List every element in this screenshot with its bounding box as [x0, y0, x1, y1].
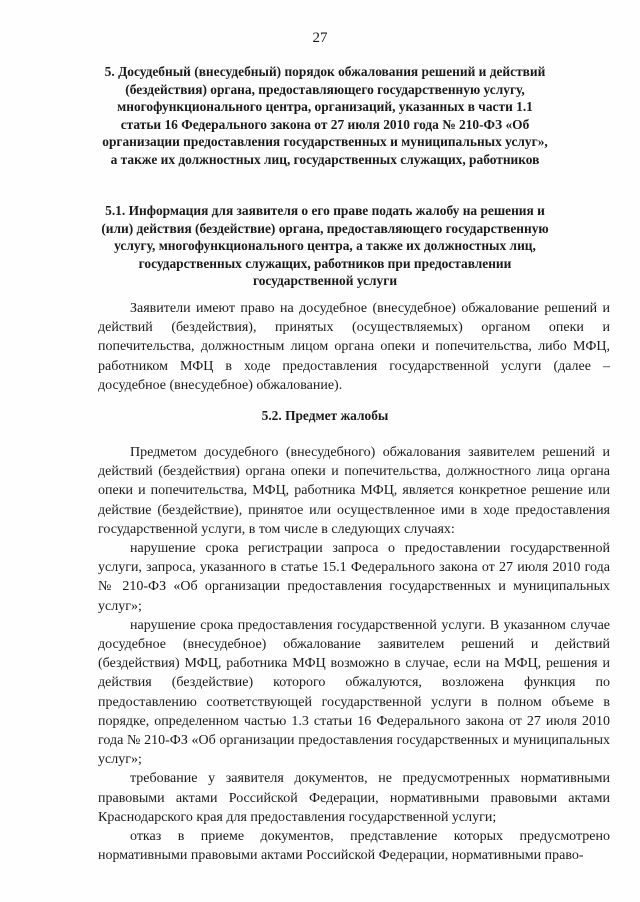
section-5-2-body: [98, 443, 610, 865]
list-item: отказ в приеме документов, представление которых предусмотрено нормативными правовыми актами Российской Федерации, нормативными право-: [98, 829, 610, 864]
page-number: 27: [312, 30, 328, 46]
section-5-heading: 5. Досудебный (внесудебный) порядок обжалования решений и действий (бездействия) органа, предоставляющего государственную услугу, многофункционального центра, организаций, указанных в части 1.1 статьи 16 Федерального закона от 27 июля 2010 года № 210-ФЗ «Об организации предоставления государственных и муниципальных услуг», а также их должностных лиц, государственных служащих, работников: [102, 64, 548, 167]
list-item: нарушение срока регистрации запроса о предоставлении государственной услуги, запроса, указанного в статье 15.1 Федерального закона от 27 июля 2010 года № 210-ФЗ «Об организации предоставления государственных и муниципальных услуг»;: [98, 541, 610, 614]
section-5-1-body: [98, 299, 610, 395]
paragraph: Заявители имеют право на досудебное (внесудебное) обжалование решений и действий (бездействия), принятых (осуществляемых) органом опеки и попечительства, должностным лицом органа опеки и попечительства, либо МФЦ, работником МФЦ в ходе предоставления государственной услуги (далее – досудебное (внесудебное) обжалование).: [98, 301, 610, 393]
section-5-1-heading: 5.1. Информация для заявителя о его праве подать жалобу на решения и (или) действия (бездействие) органа, предоставляющего государственную услугу, многофункционального центра, а также их должностных лиц, государственных служащих, работников при предоставлении государственной услуги: [101, 203, 549, 289]
paragraph: Предметом досудебного (внесудебного) обжалования заявителем решений и действий (бездействия) органа опеки и попечительства, должностного лица органа опеки и попечительства, МФЦ, работника МФЦ, является конкретное решение или действие (бездействие), принятое или осуществленное ими в ходе предоставления государственной услуги, в том числе в следующих случаях:: [98, 445, 610, 537]
list-item: требование у заявителя документов, не предусмотренных нормативными правовыми актами Российской Федерации, нормативными правовыми актами Краснодарского края для предоставления государственной услуги;: [98, 771, 610, 825]
list-item: нарушение срока предоставления государственной услуги. В указанном случае досудебное (внесудебное) обжалование заявителем решений и действий (бездействия) МФЦ, работника МФЦ возможно в случае, если на МФЦ, решения и действия (бездействие) которого обжалуются, возложена функция по предоставлению соответствующей государственной услуги в полном объеме в порядке, определенном частью 1.3 статьи 16 Федерального закона от 27 июля 2010 года № 210-ФЗ «Об организации предоставления государственных и муниципальных услуг»;: [98, 617, 610, 768]
section-5-2-heading: 5.2. Предмет жалобы: [261, 408, 389, 423]
